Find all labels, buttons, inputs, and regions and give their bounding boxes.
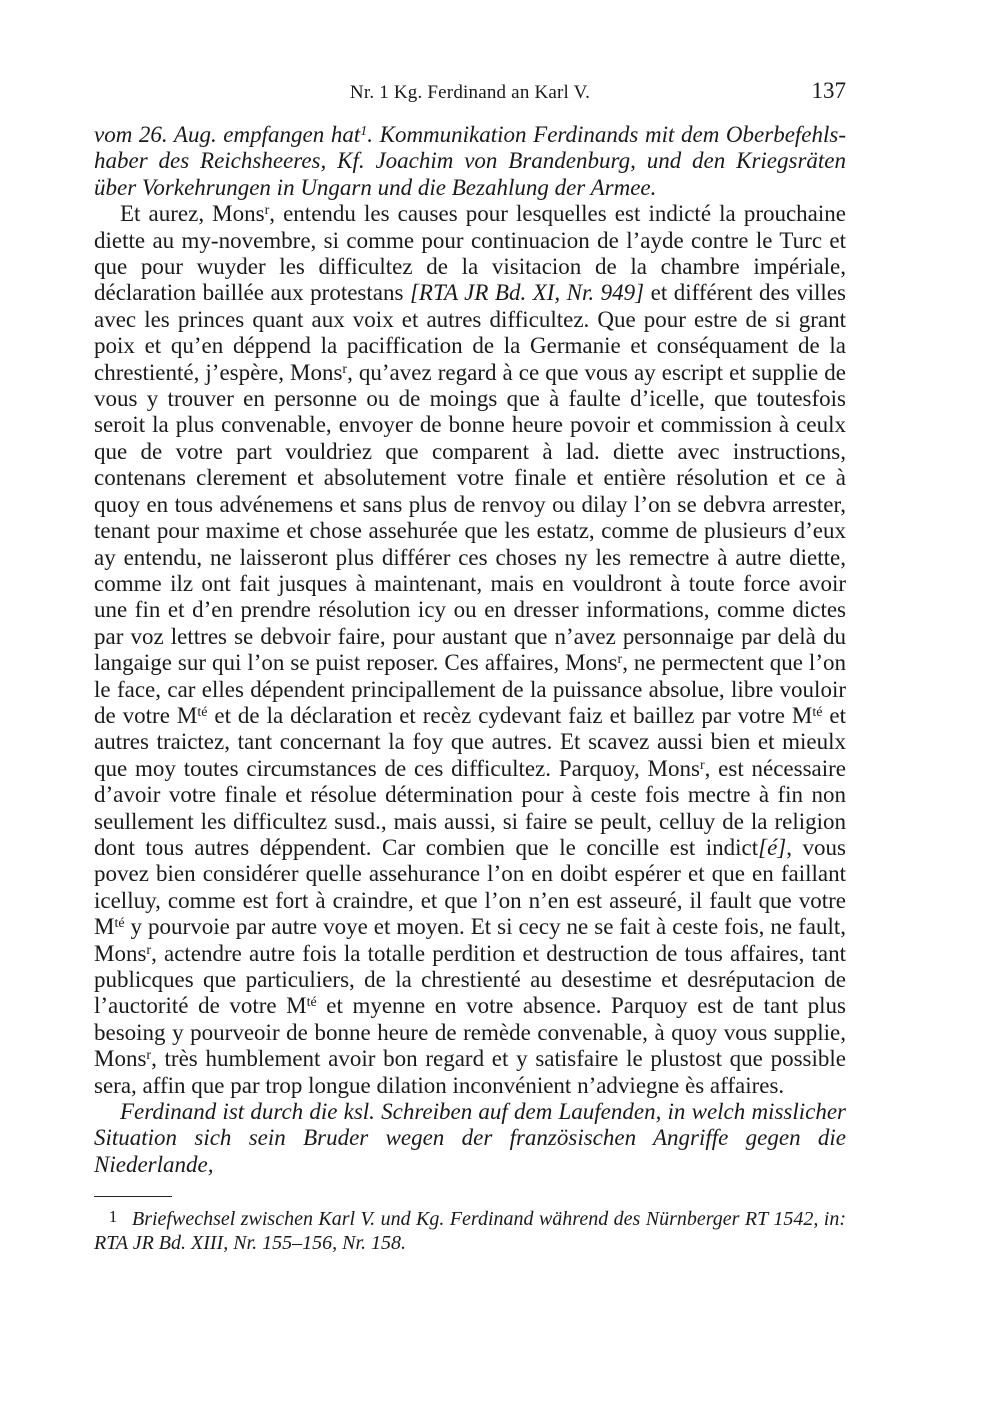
letter-text: , vous povez bien considérer quelle assehurance l’on en doibt espérer et que en faillant icelluy, comme est fort à craindre, et que l’on n’en est asseuré, il fault que votre M (94, 834, 846, 940)
letter-text: et myenne en votre absence. Parquoy est de tant plus besoing y pourveoir de bonne heure de remède convenable, à quoy vous supplie, Mons (94, 993, 846, 1072)
summary-paragraph-1 (94, 122, 846, 201)
letter-text: , entendu les causes pour lesquelles est indicté la prouchaine diette au my-novembre, si comme pour continuacion de l’ayde contre le Turc et que pour wuyder les difficultez de la visitacion de la chambre impériale, déclaration baillée aux protestans (94, 201, 846, 306)
abbrev-superscript: r (146, 942, 152, 958)
summary-text-b: . Kommunikation Ferdinands mit dem Oberbefehls-haber des Reichsheeres, Kf. Joachim von Brandenburg, und den Kriegsräten über Vorkehrungen in Ungarn und die Bezahlung der Armee. (94, 122, 846, 200)
letter-text: Et aurez, Mons (120, 201, 265, 227)
abbrev-superscript: r (146, 1048, 152, 1064)
abbrev-superscript: r (342, 361, 348, 377)
letter-text: , est nécessaire d’avoir votre finale et résolue détermination pour à ceste fois mectre à fin non seullement les difficultez susd., mais aussi, si faire se peult, celluy de la religion dont tous autres déppendent. Car combien que le concille est indict (94, 755, 846, 860)
abbrev-superscript: té (114, 916, 125, 932)
summary-paragraph-2: Ferdinand ist durch die ksl. Schreiben auf dem Laufenden, in welch misslicher Situation sich sein Bruder wegen der französischen Angriffe gegen die Niederlande, (94, 1099, 846, 1177)
letter-text: , qu’avez regard à ce que vous ay escript et supplie de vous y trouver en personne ou de moings que à faulte d’icelle, que toutesfois seroit la plus convenable, envoyer de bonne heure povoir et commission à ceulx que de votre part vouldriez que comparent à lad. diette avec instructions, contenans clerement et absolutement votre finale et entière résolution et ce à quoy en tous advénemens et sans plus de renvoy ou dilay l’on se debvra arrester, tenant pour maxime et chose assehurée que les estatz, comme de plusieurs d’eux ay entendu, ne laisseront plus différer ces choses ny les remectre à autre diette, comme ilz ont fait jusques à maintenant, mais en vouldront à toute force avoir une fin et d’en prendre résolution icy ou en dresser informations, comme dictes par voz lettres se debvoir faire, pour austant que n’avez personnaige par delà du langaige sur qui l’on se puist reposer. Ces affaires, Mons (94, 359, 846, 676)
letter-text: , actendre autre fois la totalle perdition et destruction de tous affaires, tant publicques que particuliers, de la chrestienté au desestime et desréputacion de l’auctorité de votre M (94, 940, 846, 1019)
editorial-reference: [RTA JR Bd. XI, Nr. 949] (409, 280, 645, 306)
footnote-number: 1 (108, 1207, 118, 1226)
letter-text: , ne permectent que l’on le face, car elles dépendent principallement de la puissance absolue, libre vouloir de votre M (94, 650, 846, 728)
running-head-title: Nr. 1 Kg. Ferdinand an Karl V. (349, 82, 591, 103)
footnote (94, 1205, 846, 1255)
abbrev-superscript: r (617, 652, 623, 668)
letter-text: , très humblement avoir bon regard et y satisfaire le plustost que possible sera, affin que par trop longue dilation inconvénient n’adviegne ès affaires. (94, 1046, 846, 1098)
abbrev-superscript: té (306, 995, 317, 1011)
abbrev-superscript: r (264, 203, 270, 219)
footnote-reference[interactable]: 1 (360, 124, 368, 139)
summary-text-a: vom 26. Aug. empfangen hat (94, 122, 361, 147)
editorial-emendation: [é] (758, 834, 787, 860)
footnote-rule (94, 1196, 172, 1197)
letter-text: y pourvoie par autre voye et moyen. Et si cecy ne se fait à ceste fois, ne fault, Mons (94, 914, 846, 966)
letter-text: et de la déclaration et recèz cydevant faiz et baillez par votre M (207, 702, 813, 728)
letter-text: et différent des villes avec les princes quant aux voix et autres difficultez. Que pour estre de si grant poix et qu’en déppend la paciffication de la Germanie et conséquament de la chrestienté, j’espère, Mons (94, 280, 846, 385)
abbrev-superscript: té (812, 704, 823, 720)
abbrev-superscript: té (197, 704, 208, 720)
abbrev-superscript: r (699, 757, 705, 773)
body-text (94, 122, 846, 1178)
letter-text: et autres traictez, tant concernant la foy que autres. Et scavez aussi bien et mieulx que moy toutes circumstances de ces difficultez. Parquoy, Mons (94, 702, 846, 781)
footnote-text: Briefwechsel zwischen Karl V. und Kg. Ferdinand während des Nürnberger RT 1542, in: RTA JR Bd. XIII, Nr. 155–156, Nr. 158. (94, 1208, 846, 1254)
letter-paragraph (94, 201, 846, 1099)
page-number: 137 (811, 78, 846, 103)
running-head (94, 80, 846, 110)
